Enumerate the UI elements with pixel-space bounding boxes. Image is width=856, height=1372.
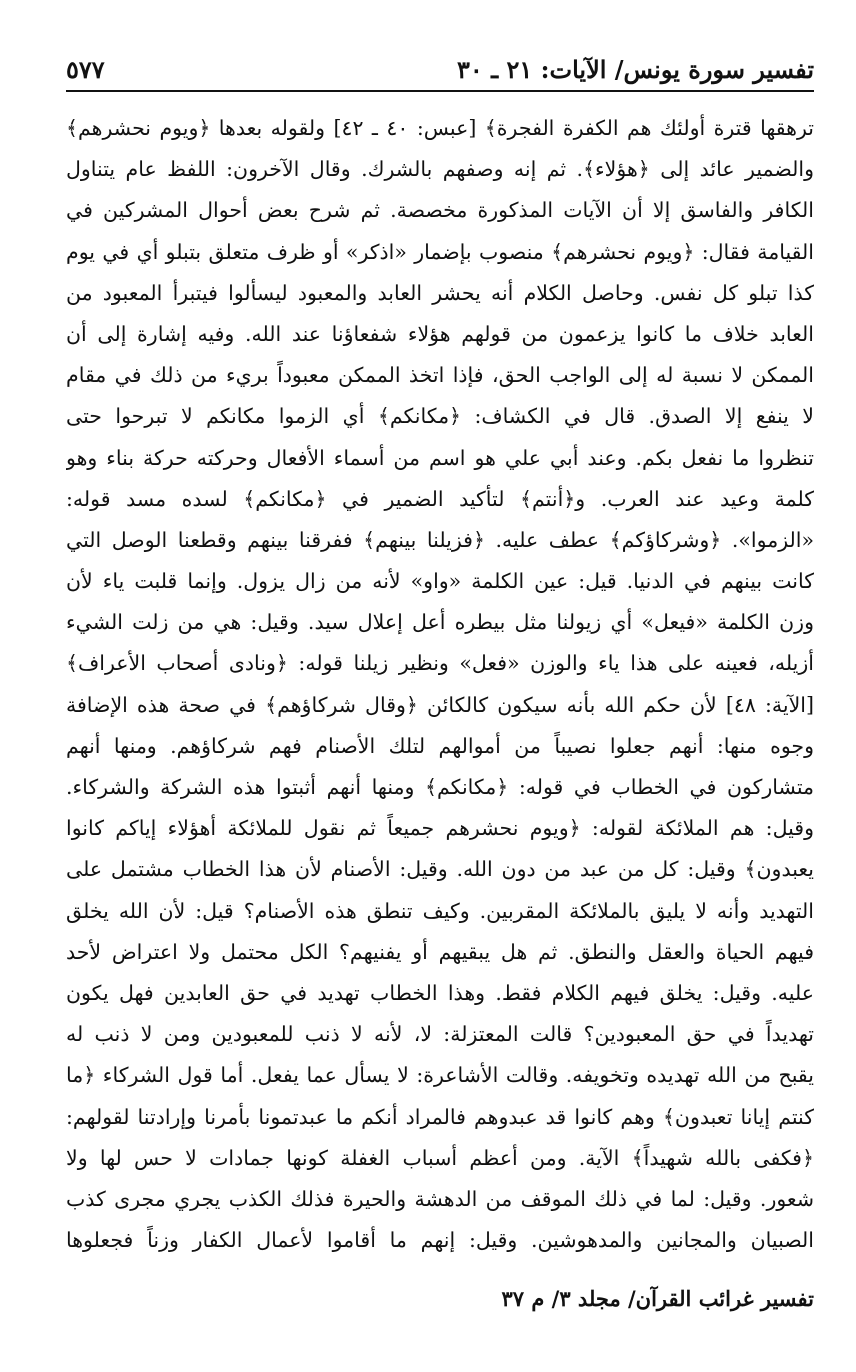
text-line: «الزموا». ﴿وشركاؤكم﴾ عطف عليه. ﴿فزيلنا بينهم﴾ ففرقنا بينهم وقطعنا الوصل التي	[66, 527, 814, 552]
text-line: [الآية: ٤٨] لأن حكم الله بأنه سيكون كالكائن ﴿وقال شركاؤهم﴾ في صحة هذه الإضافة	[66, 692, 814, 717]
text-line: كذا تبلو كل نفس. وحاصل الكلام أنه يحشر العابد والمعبود ليسألوا فيتبرأ المعبود من	[66, 280, 814, 305]
text-line: والضمير عائد إلى ﴿هؤلاء﴾. ثم إنه وصفهم بالشرك. وقال الآخرون: اللفظ عام يتناول	[66, 157, 814, 182]
text-line: كلمة وعيد عند العرب. و﴿أنتم﴾ لتأكيد الضمير في ﴿مكانكم﴾ لسده مسد قوله:	[66, 486, 814, 511]
text-line: التهديد وأنه لا يليق بالملائكة المقربين. وكيف تنطق هذه الأصنام؟ قيل: لأن الله يخلق	[66, 898, 814, 923]
text-line: فيهم الحياة والعقل والنطق. ثم هل يبقيهم أو يفنيهم؟ الكل محتمل ولا اعتراض لأحد	[66, 939, 814, 964]
text-line: يقبح من الله تهديده وتخويفه. وقالت الأشاعرة: لا يسأل عما يفعل. أما قول الشركاء ﴿ما	[66, 1063, 814, 1088]
text-line: عليه. وقيل: يخلق فيهم الكلام فقط. وهذا الخطاب تهديد في حق العابدين فهل يكون	[66, 980, 814, 1005]
running-header	[66, 52, 814, 92]
text-line: يعبدون﴾ وقيل: كل من عبد من دون الله. وقيل: الأصنام لأن هذا الخطاب مشتمل على	[66, 857, 814, 882]
text-line: وقيل: هم الملائكة لقوله: ﴿ويوم نحشرهم جميعاً ثم نقول للملائكة أهؤلاء إياكم كانوا	[66, 816, 814, 841]
text-line: ﴿فكفى بالله شهيداً﴾ الآية. ومن أعظم أسباب الغفلة كونها جمادات لا حس لها ولا	[66, 1145, 814, 1170]
text-line: الصبيان والمجانين والمدهوشين. وقيل: إنهم ما أقاموا لأعمال الكفار وزناً فجعلوها	[66, 1228, 814, 1253]
main-text	[66, 108, 814, 1261]
text-line: لا ينفع إلا الصدق. قال في الكشاف: ﴿مكانكم﴾ أي الزموا مكانكم لا تبرحوا حتى	[66, 404, 814, 429]
text-line: العابد خلاف ما كانوا يزعمون من قولهم هؤلاء شفعاؤنا عند الله. وفيه إشارة إلى أن	[66, 321, 814, 346]
header-title: تفسير سورة يونس/ الآيات: ٢١ ـ ٣٠	[456, 55, 814, 84]
text-line: ترهقها قترة أولئك هم الكفرة الفجرة﴾ [عبس: ٤٠ ـ ٤٢] ولقوله بعدها ﴿ويوم نحشرهم﴾	[66, 116, 814, 140]
signature-line: تفسير غرائب القرآن/ مجلد ٣/ م ٣٧	[501, 1286, 814, 1311]
text-line: تهديداً في حق المعبودين؟ قالت المعتزلة: لا، لأنه لا ذنب للمعبودين ومن لا ذنب له	[66, 1022, 814, 1047]
text-line: أزيله، فعينه على هذا ياء والوزن «فعل» ونظير زيلنا قوله: ﴿ونادى أصحاب الأعراف﴾	[66, 651, 814, 676]
text-line: وزن الكلمة «فيعل» أي زيولنا مثل بيطره أعل إعلال سيد. وقيل: هي من زلت الشيء	[66, 610, 814, 635]
text-line: كانت بينهم في الدنيا. قيل: عين الكلمة «واو» لأنه من زال يزول. وإنما قلبت ياء لأن	[66, 569, 814, 594]
text-line: القيامة فقال: ﴿ويوم نحشرهم﴾ منصوب بإضمار «اذكر» أو ظرف متعلق بتبلو أي في يوم	[66, 239, 814, 264]
text-line: الممكن لا نسبة له إلى الواجب الحق، فإذا اتخذ الممكن معبوداً بريء من ذلك في مقام	[66, 363, 814, 388]
text-line: شعور. وقيل: لما في ذلك الموقف من الدهشة والحيرة فذلك الكذب يجري مجرى كذب	[66, 1186, 814, 1211]
text-line: متشاركون في الخطاب في قوله: ﴿مكانكم﴾ ومنها أنهم أثبتوا هذه الشركة والشركاء.	[66, 775, 814, 799]
text-line: كنتم إيانا تعبدون﴾ وهم كانوا قد عبدوهم فالمراد أنكم ما عبدتمونا بأمرنا وإرادتنا لقولهم:	[66, 1104, 814, 1129]
text-line: تنظروا ما نفعل بكم. وعند أبي علي هو اسم من أسماء الأفعال وحركته حركة بناء وهو	[66, 445, 814, 470]
text-line: وجوه منها: أنهم جعلوا نصيباً من أموالهم لتلك الأصنام فهم شركاؤهم. ومنها أنهم	[66, 733, 814, 758]
text-line: الكافر والفاسق إلا أن الآيات المذكورة مخصصة. ثم شرح بعض أحوال المشركين في	[66, 198, 814, 223]
page-number: ٥٧٧	[66, 55, 105, 84]
